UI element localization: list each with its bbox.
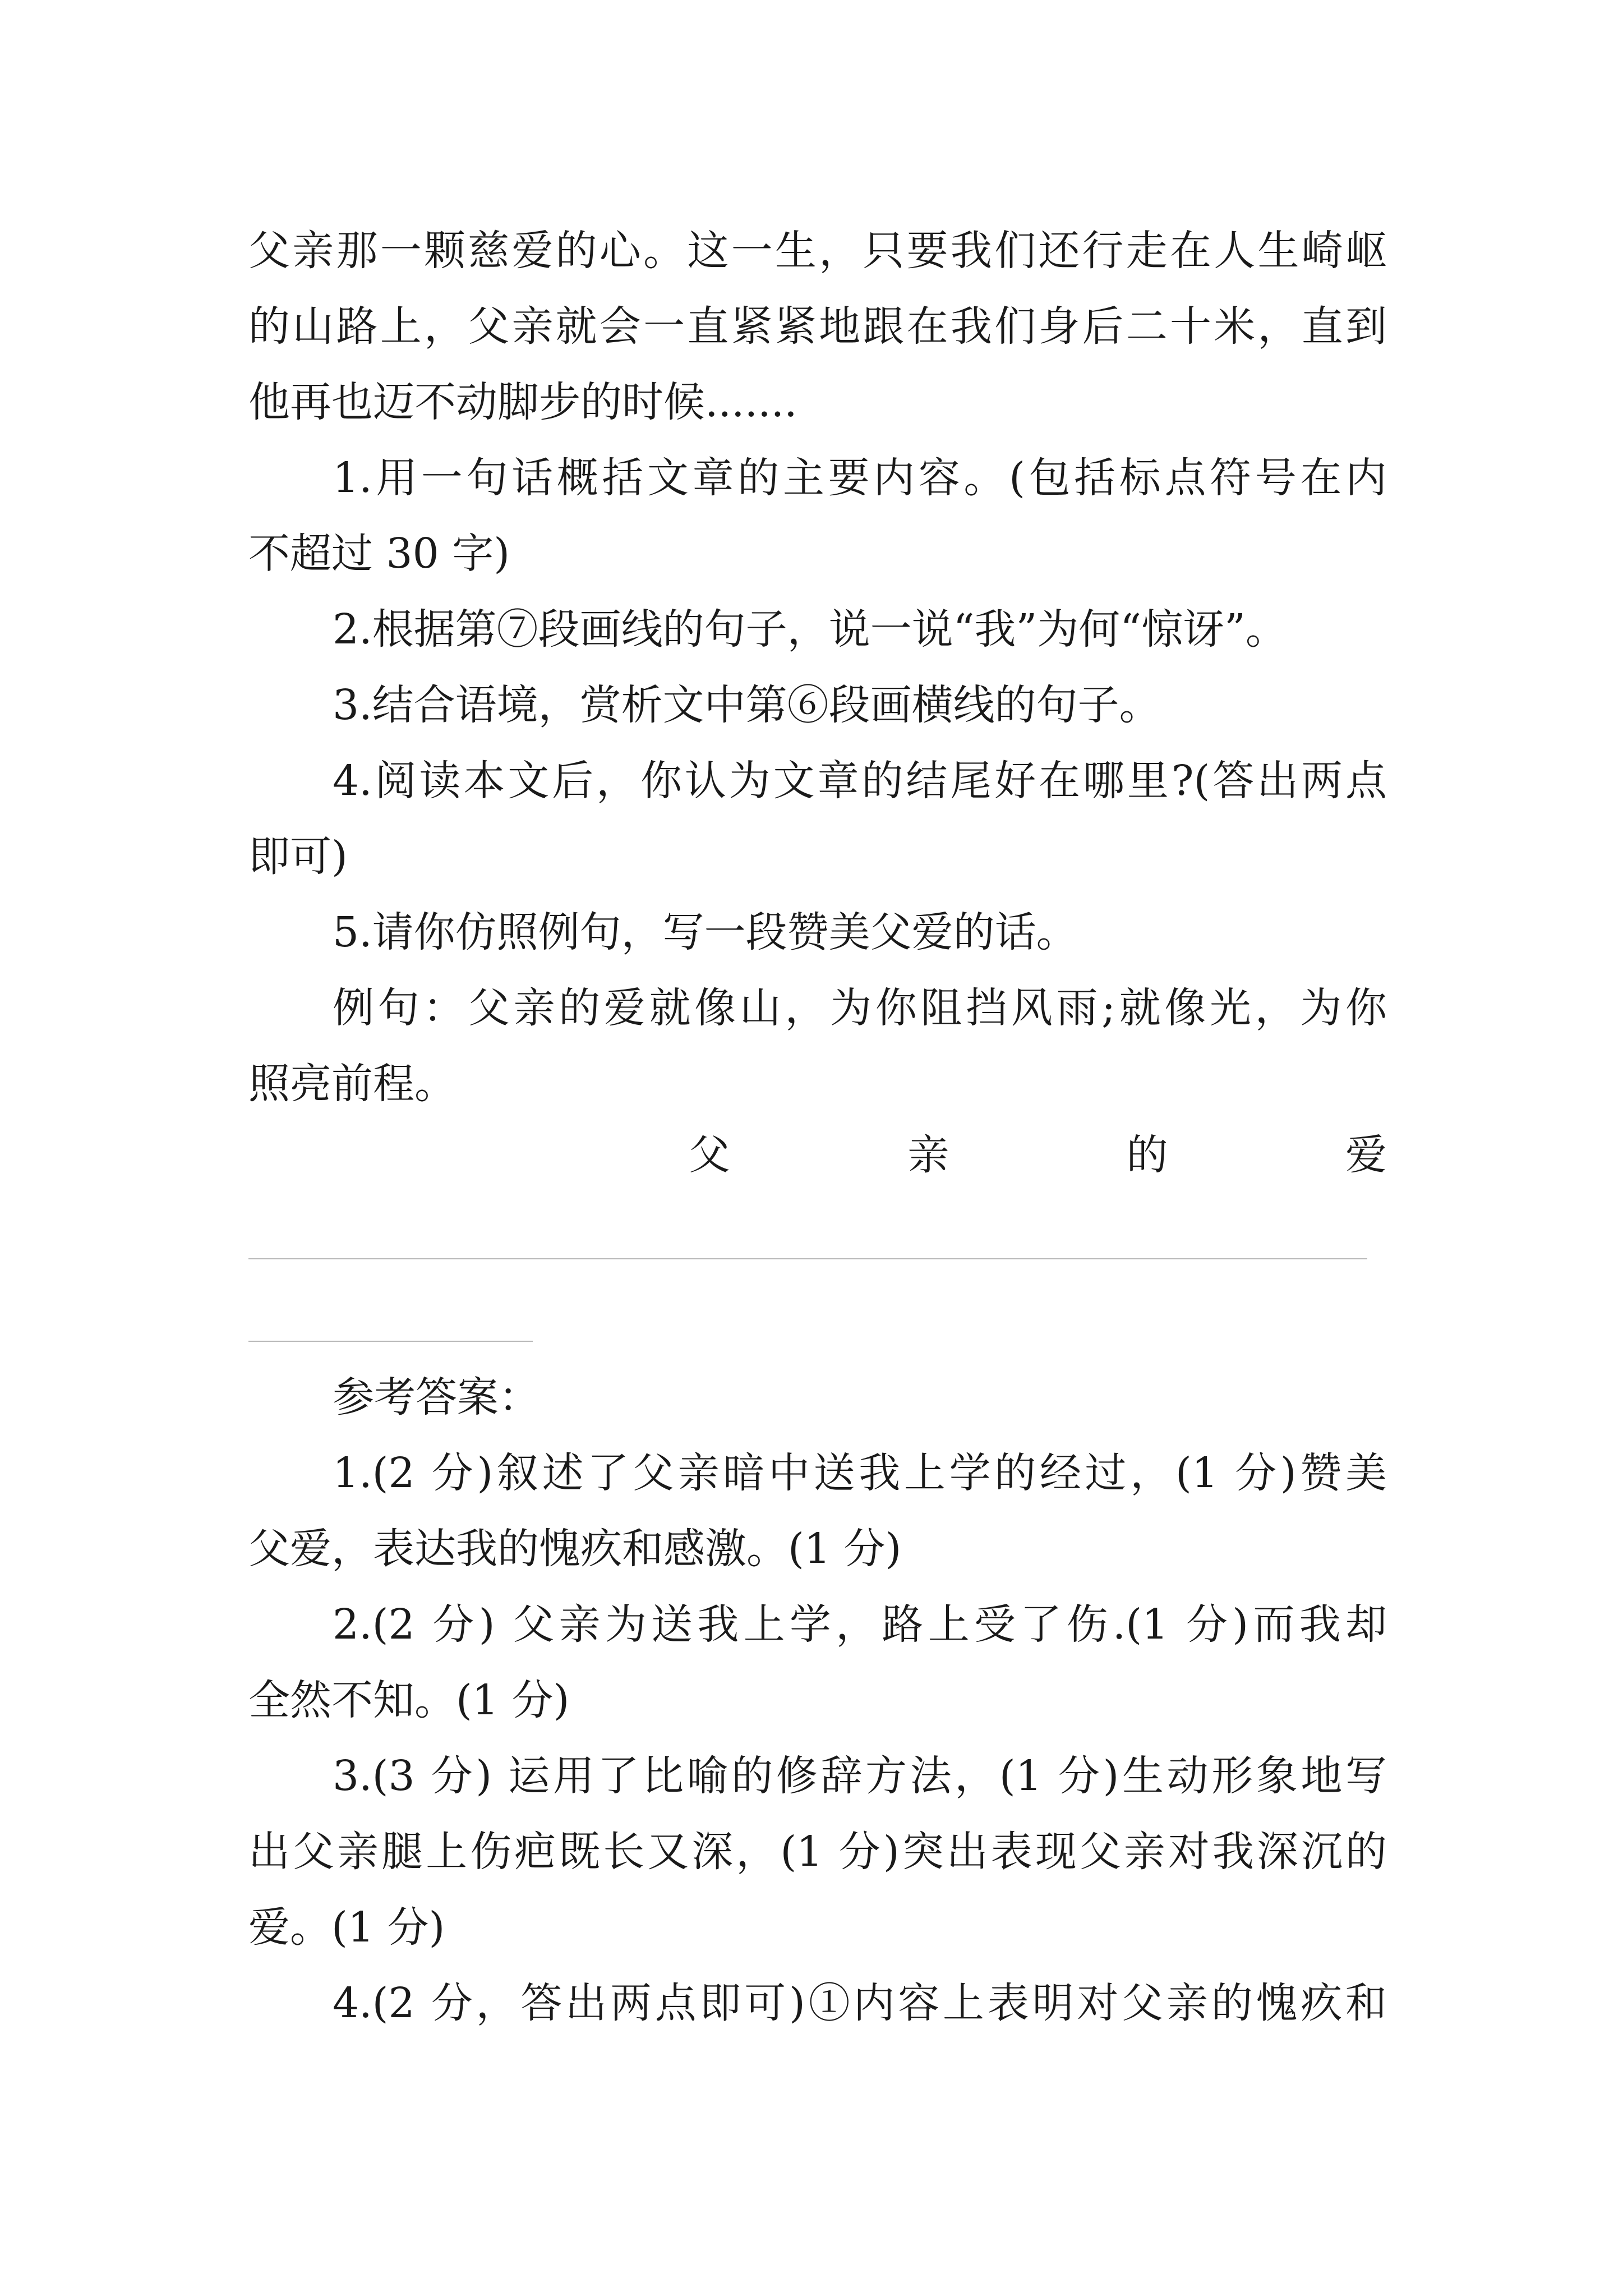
- answers-section: [248, 1360, 1387, 2041]
- answer-blank-line: [248, 1341, 533, 1342]
- question-4-cont: 即可): [248, 832, 348, 881]
- answer-blank-line: [248, 1258, 1367, 1259]
- question-4: 4.阅读本文后，你认为文章的结尾好在哪里?(答出两点: [333, 757, 1387, 805]
- answer-prompt-char: 亲: [907, 1131, 949, 1179]
- question-1-cont: 不超过 30 字): [248, 530, 510, 578]
- answer-1-cont: 父爱，表达我的愧疚和感激。(1 分): [248, 1525, 902, 1573]
- question-2: 2.根据第⑦段画线的句子，说一说“我”为何“惊讶”。: [333, 605, 1287, 654]
- answers-heading: 参考答案：: [333, 1373, 540, 1421]
- answer-1: 1.(2 分)叙述了父亲暗中送我上学的经过，(1 分)赞美: [333, 1449, 1387, 1497]
- passage-line: 父亲那一颗慈爱的心。这一生，只要我们还行走在人生崎岖: [248, 227, 1387, 275]
- answer-3-cont: 出父亲腿上伤疤既长又深，(1 分)突出表现父亲对我深沉的: [248, 1828, 1387, 1876]
- answer-prompt: [689, 1117, 1387, 1193]
- answer-3: 3.(3 分) 运用了比喻的修辞方法，(1 分)生动形象地写: [333, 1752, 1387, 1800]
- passage-line: 的山路上，父亲就会一直紧紧地跟在我们身后二十米，直到: [248, 302, 1387, 351]
- example-sentence-cont: 照亮前程。: [248, 1060, 456, 1108]
- document-page: [248, 213, 1387, 1122]
- answer-prompt-char: 爱: [1345, 1131, 1387, 1179]
- answer-prompt-char: 的: [1126, 1131, 1168, 1179]
- question-5: 5.请你仿照例句，写一段赞美父爱的话。: [333, 908, 1078, 956]
- answer-2: 2.(2 分) 父亲为送我上学，路上受了伤.(1 分)而我却: [333, 1600, 1387, 1649]
- answer-3-cont: 爱。(1 分): [248, 1903, 445, 1952]
- question-1: 1.用一句话概括文章的主要内容。(包括标点符号在内: [333, 454, 1387, 502]
- answer-2-cont: 全然不知。(1 分): [248, 1676, 570, 1724]
- question-3: 3.结合语境，赏析文中第⑥段画横线的句子。: [333, 681, 1161, 729]
- answer-4: 4.(2 分，答出两点即可)①内容上表明对父亲的愧疚和: [333, 1979, 1387, 2027]
- answer-prompt-char: 父: [689, 1131, 730, 1179]
- example-sentence: 例句：父亲的爱就像山，为你阻挡风雨;就像光，为你: [333, 984, 1387, 1032]
- passage-line: 他再也迈不动脚步的时候.......: [248, 378, 797, 426]
